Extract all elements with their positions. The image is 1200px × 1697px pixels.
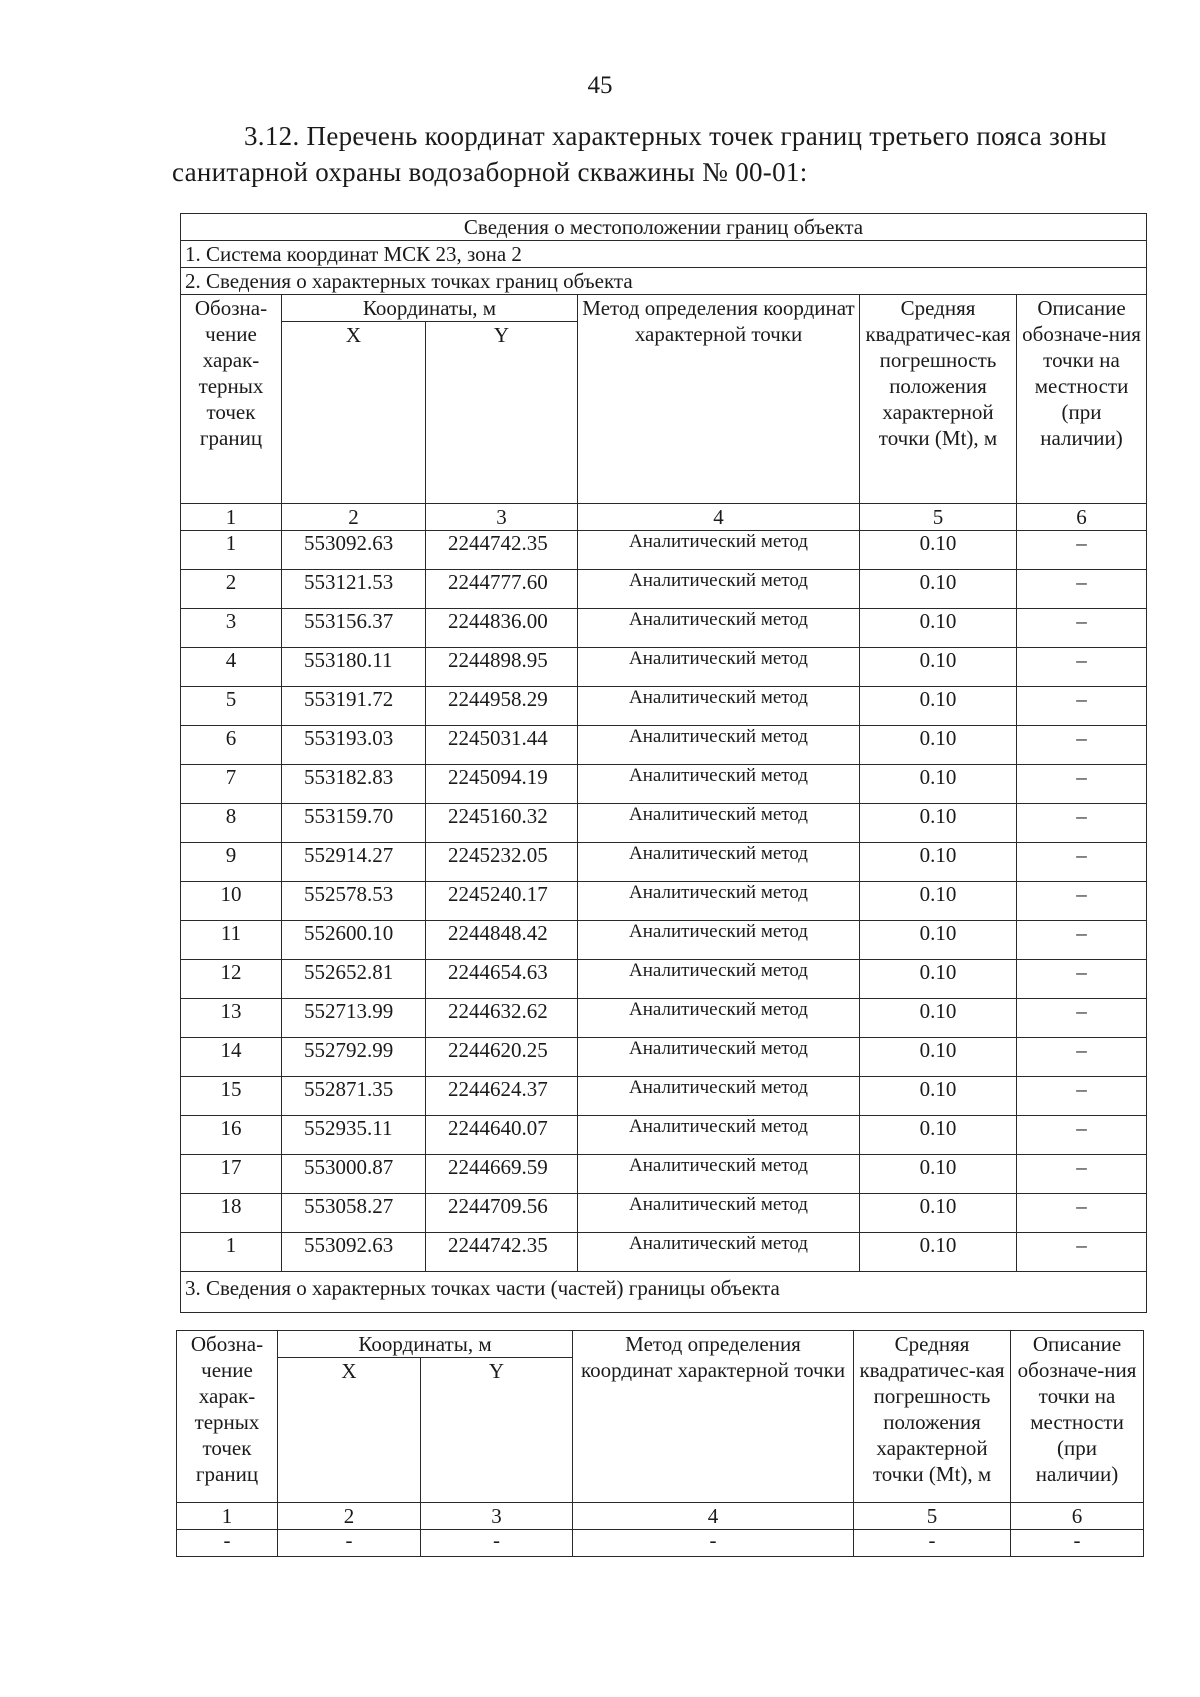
- coord-y: 2244848.42: [426, 921, 578, 960]
- method-cell: Аналитический метод: [578, 570, 860, 609]
- table-row: [181, 843, 1147, 882]
- point-number: 8: [181, 804, 282, 843]
- coord-y: 2244632.62: [426, 999, 578, 1038]
- coord-y: 2244709.56: [426, 1194, 578, 1233]
- error-cell: 0.10: [860, 882, 1017, 921]
- table-row: [181, 1194, 1147, 1233]
- page-number: 45: [587, 72, 613, 99]
- coord-y: 2244958.29: [426, 687, 578, 726]
- description-cell: –: [1017, 999, 1147, 1038]
- point-number: 1: [181, 1233, 282, 1272]
- error-cell: 0.10: [860, 960, 1017, 999]
- sub-header-coordinates: Координаты, м: [278, 1331, 573, 1358]
- error-cell: 0.10: [860, 1116, 1017, 1155]
- coord-x: 552713.99: [282, 999, 426, 1038]
- coord-x: 553000.87: [282, 1155, 426, 1194]
- column-number: 2: [282, 504, 426, 531]
- table-row: [181, 531, 1147, 570]
- coord-y: -: [421, 1530, 573, 1557]
- table-row: [177, 1530, 1144, 1557]
- method-cell: Аналитический метод: [578, 804, 860, 843]
- description-cell: –: [1017, 1077, 1147, 1116]
- method-cell: Аналитический метод: [578, 531, 860, 570]
- description-cell: –: [1017, 687, 1147, 726]
- error-cell: 0.10: [860, 1233, 1017, 1272]
- description-cell: –: [1017, 804, 1147, 843]
- column-number: 5: [860, 504, 1017, 531]
- header-error: Средняя квадратичес-кая погрешность положения характерной точки (Mt), м: [860, 295, 1017, 504]
- point-number: 3: [181, 609, 282, 648]
- sub-header-designation: Обозна-чение харак-терных точек границ: [177, 1331, 278, 1503]
- coord-x: 553121.53: [282, 570, 426, 609]
- error-cell: 0.10: [860, 1155, 1017, 1194]
- error-cell: 0.10: [860, 648, 1017, 687]
- coord-x: 552652.81: [282, 960, 426, 999]
- coord-y: 2244742.35: [426, 1233, 578, 1272]
- table-row: [181, 648, 1147, 687]
- method-cell: Аналитический метод: [578, 687, 860, 726]
- point-number: 5: [181, 687, 282, 726]
- description-cell: –: [1017, 726, 1147, 765]
- method-cell: -: [573, 1530, 854, 1557]
- error-cell: 0.10: [860, 804, 1017, 843]
- coord-y: 2245031.44: [426, 726, 578, 765]
- coord-x: 553182.83: [282, 765, 426, 804]
- point-number: 9: [181, 843, 282, 882]
- coord-x: 553092.63: [282, 1233, 426, 1272]
- description-cell: –: [1017, 570, 1147, 609]
- method-cell: Аналитический метод: [578, 999, 860, 1038]
- coord-x: -: [278, 1530, 421, 1557]
- coord-x: 552914.27: [282, 843, 426, 882]
- coord-y: 2244836.00: [426, 609, 578, 648]
- section-3-title: 3. Сведения о характерных точках части (частей) границы объекта: [181, 1272, 1147, 1313]
- column-number: 1: [181, 504, 282, 531]
- coord-y: 2245094.19: [426, 765, 578, 804]
- header-method: Метод определения координат характерной точки: [578, 295, 860, 504]
- method-cell: Аналитический метод: [578, 1155, 860, 1194]
- description-cell: –: [1017, 648, 1147, 687]
- point-number: 1: [181, 531, 282, 570]
- description-cell: –: [1017, 609, 1147, 648]
- table-row: [181, 570, 1147, 609]
- method-cell: Аналитический метод: [578, 1116, 860, 1155]
- error-cell: 0.10: [860, 1194, 1017, 1233]
- coord-x: 553191.72: [282, 687, 426, 726]
- error-cell: 0.10: [860, 531, 1017, 570]
- error-cell: 0.10: [860, 921, 1017, 960]
- error-cell: 0.10: [860, 999, 1017, 1038]
- header-coordinates: Координаты, м: [282, 295, 578, 322]
- point-number: 6: [181, 726, 282, 765]
- error-cell: 0.10: [860, 687, 1017, 726]
- coord-x: 552792.99: [282, 1038, 426, 1077]
- coord-x: 552578.53: [282, 882, 426, 921]
- error-cell: 0.10: [860, 843, 1017, 882]
- table-row: [181, 921, 1147, 960]
- sub-header-x: X: [278, 1358, 421, 1503]
- method-cell: Аналитический метод: [578, 648, 860, 687]
- column-number: 6: [1017, 504, 1147, 531]
- column-number: 3: [426, 504, 578, 531]
- header-description: Описание обозначе-ния точки на местности (при наличии): [1017, 295, 1147, 504]
- error-cell: 0.10: [860, 765, 1017, 804]
- column-number: 5: [854, 1503, 1011, 1530]
- coord-y: 2244669.59: [426, 1155, 578, 1194]
- header-x: X: [282, 322, 426, 504]
- point-number: 11: [181, 921, 282, 960]
- point-number: 7: [181, 765, 282, 804]
- method-cell: Аналитический метод: [578, 1233, 860, 1272]
- method-cell: Аналитический метод: [578, 882, 860, 921]
- error-cell: 0.10: [860, 609, 1017, 648]
- table-row: [181, 1116, 1147, 1155]
- coord-y: 2244640.07: [426, 1116, 578, 1155]
- table-row: [181, 1233, 1147, 1272]
- coord-x: 553058.27: [282, 1194, 426, 1233]
- coord-y: 2244898.95: [426, 648, 578, 687]
- description-cell: –: [1017, 1116, 1147, 1155]
- error-cell: 0.10: [860, 1077, 1017, 1116]
- point-number: 17: [181, 1155, 282, 1194]
- method-cell: Аналитический метод: [578, 921, 860, 960]
- coord-y: 2244620.25: [426, 1038, 578, 1077]
- coord-x: 553156.37: [282, 609, 426, 648]
- point-number: 16: [181, 1116, 282, 1155]
- description-cell: -: [1011, 1530, 1144, 1557]
- description-cell: –: [1017, 843, 1147, 882]
- method-cell: Аналитический метод: [578, 726, 860, 765]
- coord-x: 553180.11: [282, 648, 426, 687]
- coord-y: 2245160.32: [426, 804, 578, 843]
- coord-y: 2245240.17: [426, 882, 578, 921]
- method-cell: Аналитический метод: [578, 1194, 860, 1233]
- method-cell: Аналитический метод: [578, 960, 860, 999]
- table-row: [181, 960, 1147, 999]
- table-row: [181, 999, 1147, 1038]
- sub-header-error: Средняя квадратичес-кая погрешность положения характерной точки (Mt), м: [854, 1331, 1011, 1503]
- column-number: 3: [421, 1503, 573, 1530]
- coord-y: 2244624.37: [426, 1077, 578, 1116]
- method-cell: Аналитический метод: [578, 1038, 860, 1077]
- coord-x: 552871.35: [282, 1077, 426, 1116]
- error-cell: 0.10: [860, 726, 1017, 765]
- description-cell: –: [1017, 1155, 1147, 1194]
- column-number: 4: [578, 504, 860, 531]
- table-row: [181, 1077, 1147, 1116]
- boundary-part-points-table: [176, 1330, 1144, 1557]
- coord-x: 552600.10: [282, 921, 426, 960]
- error-cell: -: [854, 1530, 1011, 1557]
- column-number: 6: [1011, 1503, 1144, 1530]
- coord-x: 552935.11: [282, 1116, 426, 1155]
- coordinate-system: 1. Система координат МСК 23, зона 2: [181, 241, 1147, 268]
- error-cell: 0.10: [860, 570, 1017, 609]
- point-number: 10: [181, 882, 282, 921]
- sub-header-description: Описание обозначе-ния точки на местности (при наличии): [1011, 1331, 1144, 1503]
- section-2-title: 2. Сведения о характерных точках границ объекта: [181, 268, 1147, 295]
- header-y: Y: [426, 322, 578, 504]
- description-cell: –: [1017, 1038, 1147, 1077]
- section-heading: 3.12. Перечень координат характерных точек границ третьего пояса зоны санитарной охраны водозаборной скважины № 00-01:: [172, 121, 1107, 187]
- point-number: -: [177, 1530, 278, 1557]
- coord-y: 2244777.60: [426, 570, 578, 609]
- boundary-points-table: [180, 213, 1147, 1313]
- table-row: [181, 882, 1147, 921]
- table-row: [181, 687, 1147, 726]
- point-number: 13: [181, 999, 282, 1038]
- table-row: [181, 765, 1147, 804]
- table-row: [181, 1155, 1147, 1194]
- coord-y: 2244742.35: [426, 531, 578, 570]
- coord-x: 553159.70: [282, 804, 426, 843]
- point-number: 4: [181, 648, 282, 687]
- point-number: 2: [181, 570, 282, 609]
- method-cell: Аналитический метод: [578, 843, 860, 882]
- sub-column-numbers-row: [177, 1503, 1144, 1530]
- description-cell: –: [1017, 1194, 1147, 1233]
- sub-header-y: Y: [421, 1358, 573, 1503]
- description-cell: –: [1017, 960, 1147, 999]
- table-row: [181, 804, 1147, 843]
- table-row: [181, 1038, 1147, 1077]
- description-cell: –: [1017, 531, 1147, 570]
- header-designation: Обозна-чение харак-терных точек границ: [181, 295, 282, 504]
- description-cell: –: [1017, 921, 1147, 960]
- method-cell: Аналитический метод: [578, 765, 860, 804]
- coord-y: 2244654.63: [426, 960, 578, 999]
- point-number: 15: [181, 1077, 282, 1116]
- table-row: [181, 609, 1147, 648]
- description-cell: –: [1017, 882, 1147, 921]
- point-number: 14: [181, 1038, 282, 1077]
- coord-x: 553193.03: [282, 726, 426, 765]
- coord-x: 553092.63: [282, 531, 426, 570]
- description-cell: –: [1017, 765, 1147, 804]
- description-cell: –: [1017, 1233, 1147, 1272]
- column-number: 4: [573, 1503, 854, 1530]
- coord-y: 2245232.05: [426, 843, 578, 882]
- point-number: 12: [181, 960, 282, 999]
- column-number: 2: [278, 1503, 421, 1530]
- column-numbers-row: [181, 504, 1147, 531]
- error-cell: 0.10: [860, 1038, 1017, 1077]
- method-cell: Аналитический метод: [578, 609, 860, 648]
- sub-header-method: Метод определения координат характерной точки: [573, 1331, 854, 1503]
- table-title: Сведения о местоположении границ объекта: [181, 214, 1147, 241]
- method-cell: Аналитический метод: [578, 1077, 860, 1116]
- point-number: 18: [181, 1194, 282, 1233]
- table-row: [181, 726, 1147, 765]
- column-number: 1: [177, 1503, 278, 1530]
